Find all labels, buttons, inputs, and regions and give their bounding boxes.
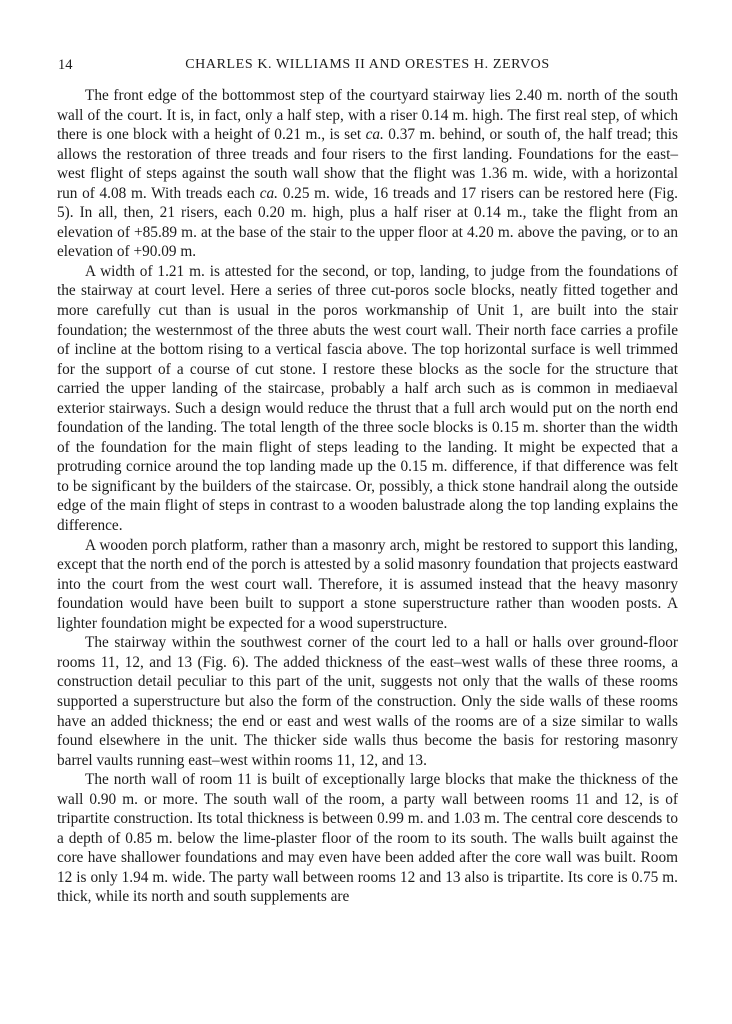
paragraph [57,262,678,536]
text-run: The north wall of room 11 is built of exceptionally large blocks that make the thickness of the wall 0.90 m. or more. The south wall of the room, a party wall between rooms 11 and 12, is of tripartite construction. Its total thickness is between 0.99 m. and 1.03 m. The central core descends to a depth of 0.85 m. below the lime-plaster floor of the room to its south. The walls built against the core have shallower foundations and may even have been added after the core wall was built. Room 12 is only 1.94 m. wide. The party wall between rooms 12 and 13 also is tripartite. Its core is 0.75 m. thick, while its north and south supplements are [57,771,678,906]
text-run: The front edge of the bottommost step of the courtyard stairway lies 2.40 m. north of the south wall of the court. It is, in fact, only a half step, with a riser 0.14 m. high. The first real step, of which there is one block with a height of 0.21 m., is set [57,87,678,144]
page-body [57,86,678,907]
text-run: 0.37 m. behind, or south of, the half tread; this allows the restoration of three treads and four risers to the first landing. Foundations for the east–west flight of steps against the south wall show that the flight was 1.36 m. wide, with a horizontal run of 4.08 m. With treads each [57,126,678,202]
text-run: A width of 1.21 m. is attested for the second, or top, landing, to judge from the foundations of the stairway at court level. Here a series of three cut-poros socle blocks, neatly fitted together and more carefully cut than is usual in the poros workmanship of Unit 1, are built into the stair foundation; the westernmost of the three abuts the west court wall. Their north face carries a profile of incline at the bottom rising to a vertical fascia above. The top horizontal surface is well trimmed for the support of a course of cut stone. I restore these blocks as the socle for the structure that carried the upper landing of the staircase, probably a half arch such as is common in mediaeval exterior stairways. Such a design would reduce the thrust that a full arch would put on the north end foundation of the landing. The total length of the three socle blocks is 0.15 m. shorter than the width of the foundation for the main flight of steps leading to the landing. It might be expected that a protruding cornice around the top landing made up the 0.15 m. difference, if that difference was felt to be significant by the builders of the staircase. Or, possibly, a thick stone handrail along the outside edge of the main flight of steps in contrast to a wooden balustrade along the top landing explains the difference. [57,262,678,535]
running-head: CHARLES K. WILLIAMS II AND ORESTES H. ZERVOS [185,57,550,72]
text-run: 0.25 m. wide, 16 treads and 17 risers can be restored here (Fig. 5). In all, then, 21 risers, each 0.20 m. high, plus a half riser at 0.14 m., take the flight from an elevation of +85.89 m. at the base of the stair to the upper floor at 4.20 m. above the paving, or to an elevation of +90.09 m. [57,184,678,261]
italic-run: ca. [365,126,384,144]
italic-run: ca. [259,184,278,202]
page-header [57,57,678,75]
text-run: The stairway within the southwest corner of the court led to a hall or halls over ground-floor rooms 11, 12, and 13 (Fig. 6). The added thickness of the east–west walls of these three rooms, a construction detail peculiar to this part of the unit, suggests not only that the walls of these rooms supported a superstructure but also the form of the construction. Only the side walls of these rooms have an added thickness; the end or east and west walls of the rooms are of a size similar to walls found elsewhere in the unit. The thicker side walls thus become the basis for restoring masonry barrel vaults running east–west within rooms 11, 12, and 13. [57,634,678,769]
paragraph [57,770,678,907]
paragraph [57,633,678,770]
paragraph [57,86,678,262]
page-number: 14 [58,57,73,73]
paragraph [57,536,678,634]
text-run: A wooden porch platform, rather than a masonry arch, might be restored to support this landing, except that the north end of the porch is attested by a solid masonry foundation that projects eastward into the court from the west court wall. Therefore, it is assumed instead that the heavy masonry foundation would have been built to support a stone superstructure rather than wooden posts. A lighter foundation might be expected for a wood superstructure. [57,536,678,632]
